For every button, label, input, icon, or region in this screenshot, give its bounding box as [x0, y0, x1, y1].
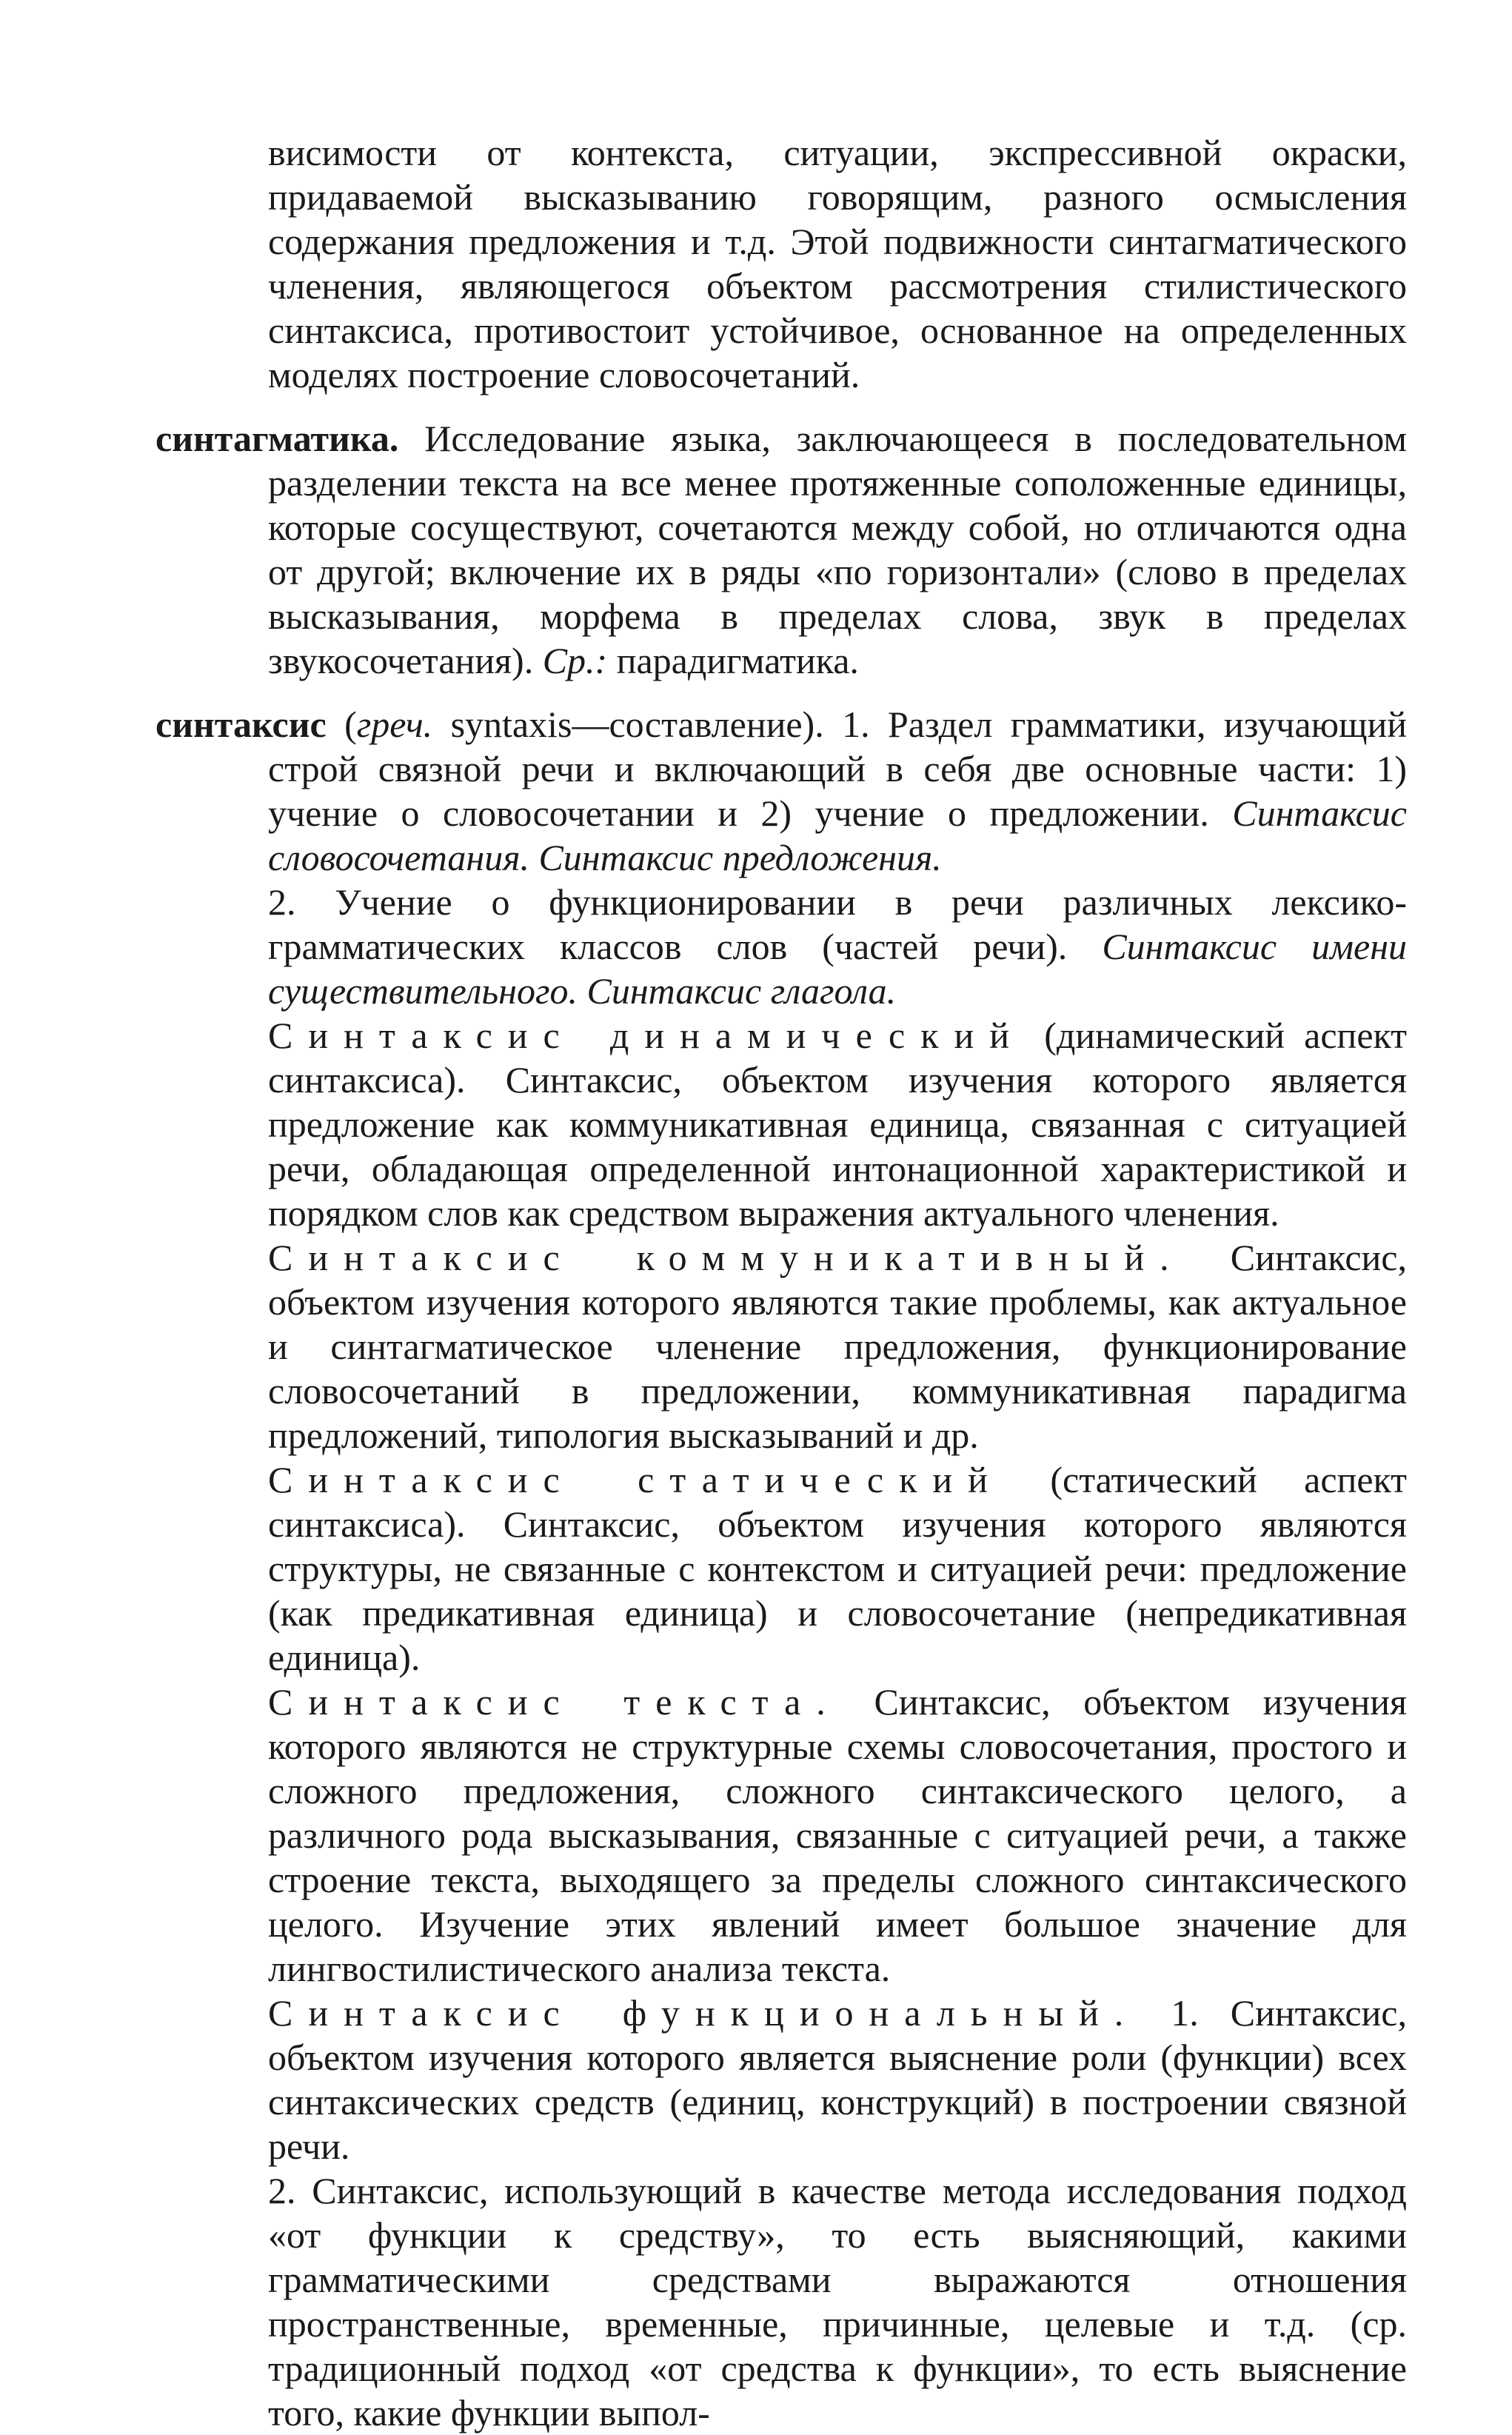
definition-syntagmatika: Исследование языка, заключающееся в последовательном разделении текста на все менее протяженные соположенные единицы, которые сосуществуют, сочетаются между собой, но отличаются одна от другой; включение их в ряды «по горизонтали» (слово в пределах высказывания, морфема в пределах слова, звук в пределах звукосочетания).: [268, 418, 1407, 681]
subentry-functional: [155, 1991, 1407, 2168]
subentry-text-text: Синтаксис, объектом изучения которого являются не структурные схемы словосочетания, простого и сложного предложения, сложного синтаксического целого, а различного рода высказывания, связанные с ситуацией речи, а также строение текста, выходящего за пределы сложного синтаксического целого. Изучение этих явлений имеет большое значение для лингвостилистического анализа текста.: [268, 1681, 1407, 1989]
definition-1-examples: Синтаксис словосочетания. Синтаксис предложения.: [268, 792, 1407, 878]
subentry-dynamic: [155, 1013, 1407, 1235]
cf-reference: парадигматика.: [607, 640, 859, 681]
entry-sintaksis: [155, 702, 1407, 880]
dictionary-page: [155, 130, 1407, 2435]
definition-2-examples: Синтаксис имени существительного. Синтаксис глагола.: [268, 926, 1407, 1012]
etym-language: греч.: [356, 704, 433, 745]
subentry-functional-2: [155, 2168, 1407, 2435]
subterm-functional: Синтаксис функциональный.: [268, 1992, 1140, 2034]
headword-syntagmatika: синтагматика.: [155, 418, 399, 459]
subentry-static: [155, 1457, 1407, 1680]
subentry-static-text: (статический аспект синтаксиса). Синтаксис, объектом изучения которого являются структуры, не связанные с контекстом и ситуацией речи: предложение (как предикативная единица) и словосочетание (непредикативная единица).: [268, 1459, 1408, 1678]
subentry-text: [155, 1680, 1407, 1991]
etym-word: syntaxis—составление).: [432, 704, 843, 745]
subterm-communicative: Синтаксис коммуникативный.: [268, 1237, 1185, 1278]
subentry-functional-text-2: 2. Синтаксис, использующий в качестве метода исследования подход «от функции к средству», то есть выясняющий, какими грамматическими средствами выражаются отношения пространственные, временные, причинные, целевые и т.д. (ср. традиционный подход «от средства к функции», то есть выяснение того, какие функции выпол-: [268, 2170, 1407, 2434]
subentry-communicative-text: Синтаксис, объектом изучения которого являются такие проблемы, как актуальное и синтагматическое членение предложения, функционирование словосочетаний в предложении, коммуникативная парадигма предложений, типология высказываний и др.: [268, 1237, 1407, 1456]
headword-sintaksis: синтаксис: [155, 704, 327, 745]
definition-2-paragraph: [155, 880, 1407, 1013]
subentry-dynamic-text: (динамический аспект синтаксиса). Синтаксис, объектом изучения которого является предложение как коммуникативная единица, связанная с ситуацией речи, обладающая определенной интонационной характеристикой и порядком слов как средством выражения актуального членения.: [268, 1015, 1407, 1234]
subentry-communicative: [155, 1235, 1407, 1457]
definition-1: 1. Раздел грамматики, изучающий строй связной речи и включающий в себя две основные части: 1) учение о словосочетании и 2) учение о предложении.: [268, 704, 1407, 834]
etym-open: (: [326, 704, 357, 745]
subterm-text: Синтаксис текста.: [268, 1681, 841, 1723]
subentry-functional-text-1: 1. Синтаксис, объектом изучения которого является выяснение роли (функции) всех синтаксических средств (единиц, конструкций) в построении связной речи.: [268, 1992, 1407, 2167]
subterm-dynamic: Синтаксис динамический: [268, 1015, 1026, 1056]
continuation-paragraph: висимости от контекста, ситуации, экспрессивной окраски, придаваемой высказыванию говорящим, разного осмысления содержания предложения и т.д. Этой подвижности синтагматического членения, являющегося объектом рассмотрения стилистического синтаксиса, противостоит устойчивое, основанное на определенных моделях построение словосочетаний.: [268, 132, 1407, 395]
subterm-static: Синтаксис статический: [268, 1459, 1003, 1500]
definition-2: 2. Учение о функционировании в речи различных лексико-грамматических классов слов (частей речи).: [268, 881, 1407, 967]
cf-label: Ср.:: [542, 640, 608, 681]
entry-syntagmatika: [155, 416, 1407, 683]
